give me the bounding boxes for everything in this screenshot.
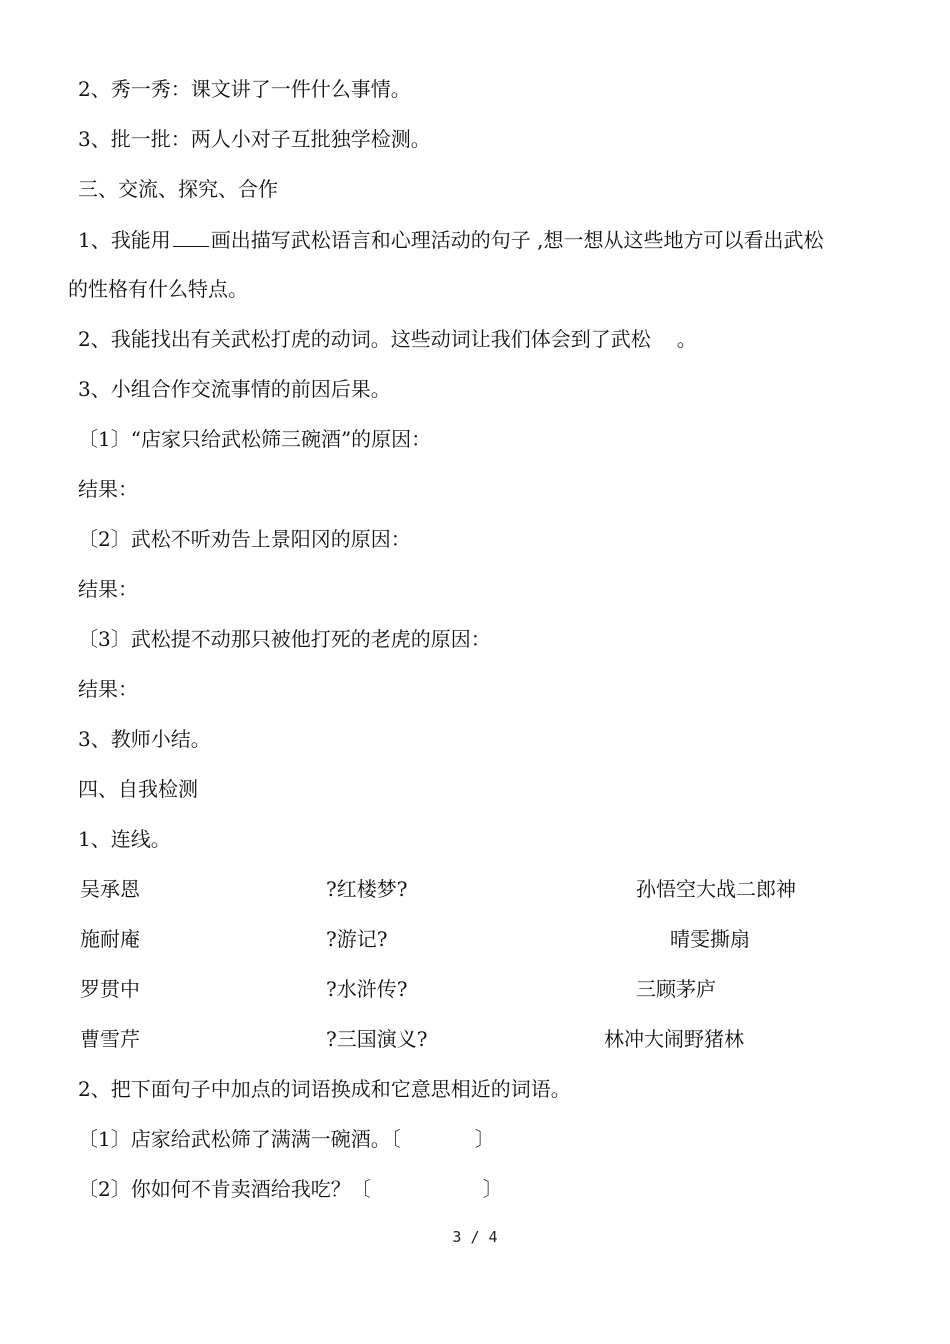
task-find-verbs <box>78 326 697 352</box>
task-find-verbs-pre: 2、我能找出有关武松打虎的动词。这些动词让我们体会到了武松 <box>78 327 651 351</box>
book-title: ?游记? <box>326 927 388 951</box>
matching-instruction: 1、连线。 <box>78 827 171 851</box>
question-summary: 2、秀一秀：课文讲了一件什么事情。 <box>78 77 411 101</box>
author: 施耐庵 <box>80 927 140 951</box>
cause-3: 〔3〕武松提不动那只被他打死的老虎的原因： <box>78 627 491 651</box>
underline-blank <box>173 228 209 247</box>
story-title: 三顾茅庐 <box>636 977 716 1001</box>
author: 吴承恩 <box>80 877 140 901</box>
task-underline-sentences <box>78 227 823 253</box>
author: 罗贯中 <box>80 977 140 1001</box>
synonym-item-1-text: 〔1〕店家给武松筛了满满一碗酒。〔 <box>78 1127 401 1151</box>
synonym-item-1 <box>78 1126 495 1152</box>
closing-paren: 〕 <box>474 1127 495 1151</box>
synonym-instruction: 2、把下面句子中加点的词语换成和它意思相近的词语。 <box>78 1077 571 1101</box>
book-title: ?三国演义? <box>326 1027 428 1051</box>
result-2: 结果： <box>78 577 138 601</box>
cause-2: 〔2〕武松不听劝告上景阳冈的原因： <box>78 527 411 551</box>
teacher-summary: 3、教师小结。 <box>78 727 211 751</box>
task-underline-continuation: 的性格有什么特点。 <box>68 277 248 301</box>
group-discussion: 3、小组合作交流事情的前因后果。 <box>78 377 391 401</box>
closing-paren: 〕 <box>482 1177 503 1201</box>
result-1: 结果： <box>78 477 138 501</box>
task-underline-post: 画出描写武松语言和心理活动的句子 ,想一想从这些地方可以看出武松 <box>210 228 824 252</box>
author: 曹雪芹 <box>80 1027 140 1051</box>
matching-row <box>0 976 950 1002</box>
task-find-verbs-post: 。 <box>676 327 697 351</box>
story-title: 晴雯撕扇 <box>670 927 750 951</box>
book-title: ?水浒传? <box>326 977 408 1001</box>
cause-1: 〔1〕“店家只给武松筛三碗酒”的原因： <box>78 427 432 451</box>
result-3: 结果： <box>78 677 138 701</box>
matching-row <box>0 926 950 952</box>
page-number: 3 / 4 <box>452 1228 498 1246</box>
section-heading-exchange: 三、交流、探究、合作 <box>78 177 278 201</box>
matching-row <box>0 1026 950 1052</box>
section-heading-self-test: 四、自我检测 <box>78 777 198 801</box>
book-title: ?红楼梦? <box>326 877 408 901</box>
story-title: 林冲大闹野猪林 <box>604 1027 744 1051</box>
task-underline-pre: 1、我能用 <box>78 228 171 252</box>
synonym-item-2 <box>78 1176 503 1202</box>
matching-row <box>0 876 950 902</box>
synonym-item-2-text: 〔2〕你如何不肯卖酒给我吃？〔 <box>78 1177 371 1201</box>
story-title: 孙悟空大战二郎神 <box>636 877 796 901</box>
peer-check: 3、批一批：两人小对子互批独学检测。 <box>78 127 431 151</box>
